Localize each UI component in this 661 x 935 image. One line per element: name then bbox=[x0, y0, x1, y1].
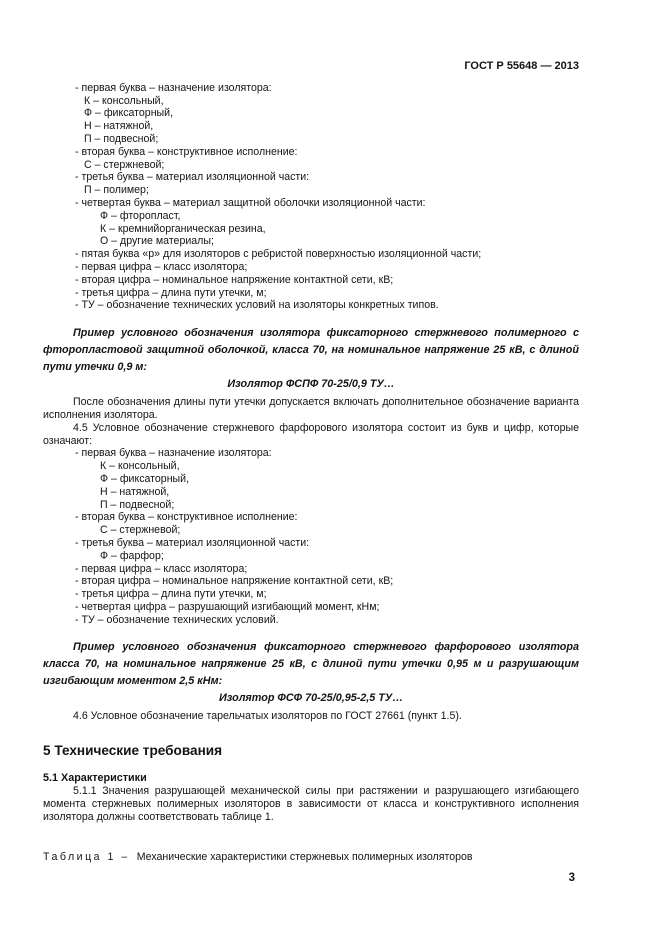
designation-line-polymer: Изолятор ФСПФ 70-25/0,9 ТУ… bbox=[227, 378, 395, 391]
list-item: - первая цифра – класс изолятора; bbox=[75, 562, 248, 575]
list-item: Н – натяжной, bbox=[100, 485, 170, 498]
list-item: К – консольный, bbox=[100, 460, 180, 473]
list-item: - пятая буква «р» для изоляторов с ребристой поверхностью изоляционной части; bbox=[75, 248, 482, 261]
list-item: К – консольный, bbox=[84, 94, 164, 107]
list-item: П – подвесной; bbox=[100, 498, 175, 511]
list-item: - третья буква – материал изоляционной части: bbox=[75, 536, 310, 549]
list-item: - вторая буква – конструктивное исполнение: bbox=[75, 511, 298, 524]
paragraph-clause-4-6: 4.6 Условное обозначение тарельчатых изоляторов по ГОСТ 27661 (пункт 1.5). bbox=[73, 710, 462, 723]
section-5-heading: 5 Технические требования bbox=[43, 743, 223, 759]
list-item: Н – натяжной, bbox=[84, 120, 154, 133]
list-item: - ТУ – обозначение технических условий. bbox=[75, 613, 279, 626]
list-item: - вторая буква – конструктивное исполнение: bbox=[75, 145, 298, 158]
example-paragraph-polymer: Пример условного обозначения изолятора фиксаторного стержневого полимерного с фторопластовой защитной оболочкой, класса 70, на номинальное напряжение 25 кВ, с длиной пути утечки 0,9 м: bbox=[43, 327, 579, 374]
list-item: Ф – фиксаторный, bbox=[100, 472, 190, 485]
list-item: - первая буква – назначение изолятора: bbox=[75, 447, 272, 460]
paragraph-clause-4-5: 4.5 Условное обозначение стержневого фарфорового изолятора состоит из букв и цифр, которые означают: bbox=[43, 421, 579, 447]
list-item: С – стержневой; bbox=[100, 524, 181, 537]
list-item: - третья цифра – длина пути утечки, м; bbox=[75, 286, 267, 299]
list-item: С – стержневой; bbox=[84, 158, 165, 171]
page-number: 3 bbox=[568, 872, 575, 885]
list-item: - четвертая цифра – разрушающий изгибающий момент, кНм; bbox=[75, 600, 380, 613]
table-caption bbox=[43, 851, 579, 864]
table-caption-label: Таблица 1 – bbox=[43, 850, 130, 863]
list-item: - ТУ – обозначение технических условий на изоляторы конкретных типов. bbox=[75, 299, 439, 312]
table-caption-title: Механические характеристики стержневых полимерных изоляторов bbox=[136, 850, 473, 863]
list-item: Ф – фторопласт, bbox=[100, 209, 181, 222]
section-5-1-subheading: 5.1 Характеристики bbox=[43, 772, 147, 785]
list-item: - третья цифра – длина пути утечки, м; bbox=[75, 588, 267, 601]
list-item: П – полимер; bbox=[84, 184, 149, 197]
list-item: - третья буква – материал изоляционной части: bbox=[75, 171, 310, 184]
list-item: - первая цифра – класс изолятора; bbox=[75, 260, 248, 273]
porcelain-designation-list bbox=[43, 447, 579, 626]
list-item: - первая буква – назначение изолятора: bbox=[75, 81, 272, 94]
list-item: К – кремнийорганическая резина, bbox=[100, 222, 266, 235]
list-item: - четвертая буква – материал защитной оболочки изоляционной части: bbox=[75, 196, 426, 209]
list-item: П – подвесной; bbox=[84, 132, 159, 145]
list-item: Ф – фиксаторный, bbox=[84, 107, 174, 120]
list-item: Ф – фарфор; bbox=[100, 549, 164, 562]
designation-line-porcelain: Изолятор ФСФ 70-25/0,95-2,5 ТУ… bbox=[218, 692, 404, 705]
paragraph-after-designation: После обозначения длины пути утечки допускается включать дополнительное обозначение варианта исполнения изолятора. bbox=[43, 396, 579, 421]
example-paragraph-porcelain: Пример условного обозначения фиксаторного стержневого фарфорового изолятора класса 70, на номинальное напряжение 25 кВ, с длиной пути утечки 0,95 м и разрушающим изгибающим моментом 2,5 кНм: bbox=[43, 641, 579, 688]
page-content bbox=[43, 60, 579, 885]
polymer-designation-list bbox=[43, 82, 579, 312]
paragraph-clause-5-1-1: 5.1.1 Значения разрушающей механической силы при растяжении и разрушающего изгибающего момента стержневых полимерных изоляторов в зависимости от класса и конструктивного исполнения изолятора должны соответствовать таблице 1. bbox=[43, 785, 579, 823]
list-item: - вторая цифра – номинальное напряжение контактной сети, кВ; bbox=[75, 575, 394, 588]
list-item: - вторая цифра – номинальное напряжение контактной сети, кВ; bbox=[75, 273, 394, 286]
list-item: О – другие материалы; bbox=[100, 235, 214, 248]
standard-code-header: ГОСТ Р 55648 — 2013 bbox=[464, 60, 579, 72]
